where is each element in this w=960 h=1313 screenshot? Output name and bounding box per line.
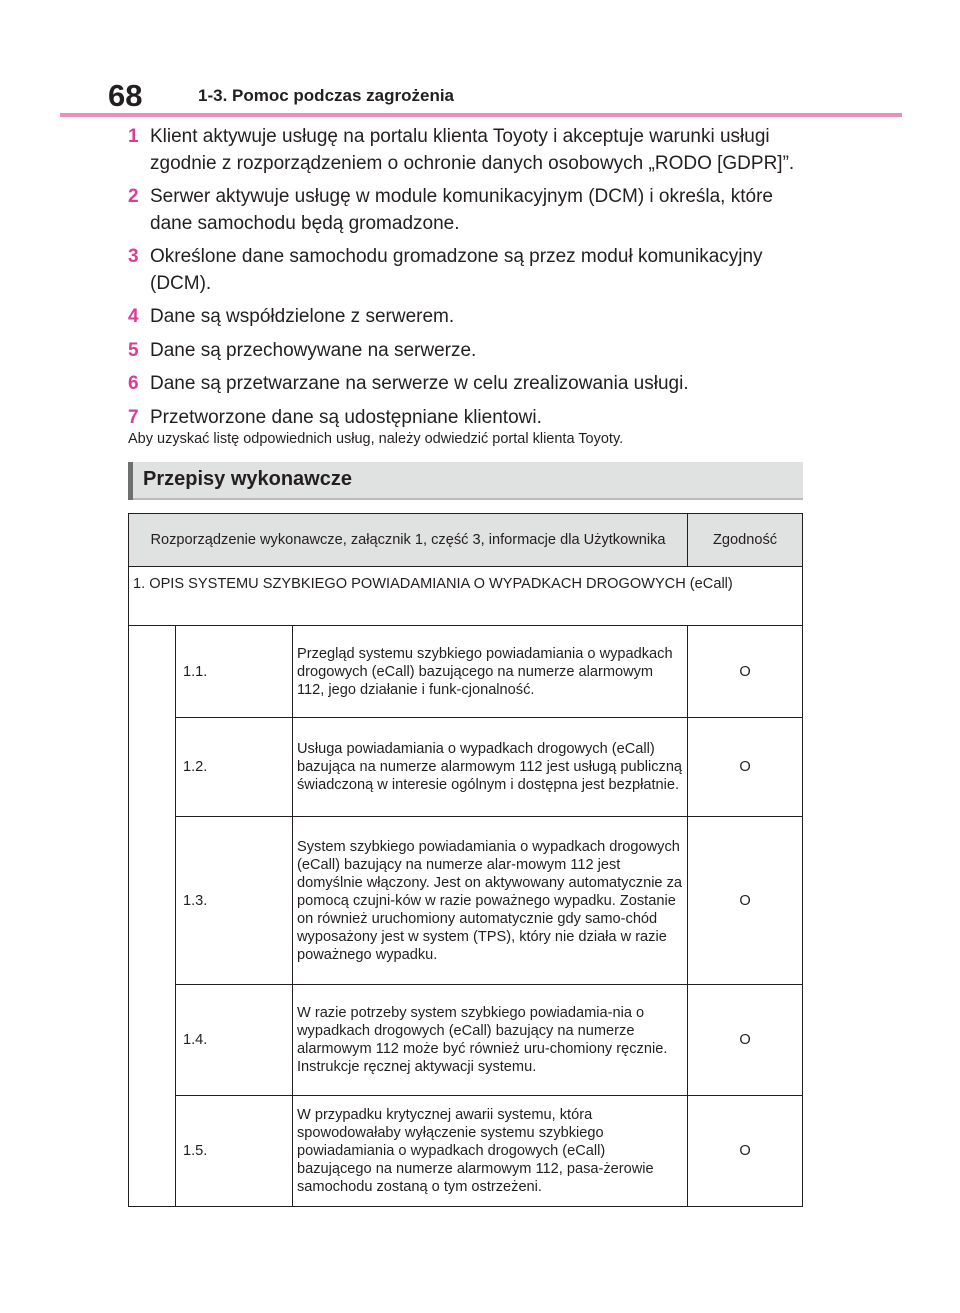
step-text: Dane są współdzielone z serwerem. [150, 306, 455, 327]
note-text: Aby uzyskać listę odpowiednich usług, należy odwiedzić portal klienta Toyoty. [128, 431, 624, 447]
list-item [128, 124, 818, 177]
table-row [129, 626, 803, 718]
list-item [128, 405, 818, 432]
step-number: 3 [128, 246, 139, 267]
section-heading-bar [128, 462, 803, 500]
table-header-left: Rozporządzenie wykonawcze, załącznik 1, część 3, informacje dla Użytkownika [129, 514, 688, 567]
row-number: 1.4. [176, 985, 293, 1096]
list-item [128, 338, 818, 365]
row-compliance: O [688, 626, 803, 718]
step-text: Przetworzone dane są udostępniane klientowi. [150, 406, 542, 428]
table-row [129, 985, 803, 1096]
table-header-row [129, 514, 803, 567]
step-number: 1 [128, 126, 139, 147]
step-text: Klient aktywuje usługę na portalu klienta Toyoty i akceptuje warunki usługi zgodnie z rozporządzeniem o ochronie danych osobowych „RODO [GDPR]”. [150, 126, 795, 174]
row-text: W przypadku krytycznej awarii systemu, która spowodowałaby wyłączenie systemu szybkiego powiadamiania o wypadkach drogowych (eCall) bazującego na numerze alarmowym 112, pasa-żerowie samochodu zostaną o tym ostrzeżeni. [293, 1096, 688, 1207]
chapter-title: 1-3. Pomoc podczas zagrożenia [198, 86, 455, 105]
step-text: Określone dane samochodu gromadzone są przez moduł komunikacyjny (DCM). [150, 246, 763, 294]
step-number: 2 [128, 186, 139, 207]
table-section-cell: 1. OPIS SYSTEMU SZYBKIEGO POWIADAMIANIA O WYPADKACH DROGOWYCH (eCall) [129, 567, 803, 626]
regulation-table [128, 513, 803, 1207]
row-compliance: O [688, 985, 803, 1096]
row-number: 1.1. [176, 626, 293, 718]
list-item [128, 244, 818, 297]
row-text: Usługa powiadamiania o wypadkach drogowych (eCall) bazująca na numerze alarmowym 112 jest usługą publiczną świadczoną w interesie ogólnym i dostępna jest bezpłatnie. [293, 718, 688, 817]
step-number: 5 [128, 339, 139, 361]
table-blank-cell [129, 626, 176, 1207]
table-row [129, 817, 803, 985]
row-number: 1.2. [176, 718, 293, 817]
row-text: Przegląd systemu szybkiego powiadamiania o wypadkach drogowych (eCall) bazującego na numerze alarmowym 112, jego działanie i funk-cjonalność. [293, 626, 688, 718]
section-title: Przepisy wykonawcze [143, 468, 352, 490]
table-header-right: Zgodność [688, 514, 803, 567]
row-number: 1.5. [176, 1096, 293, 1207]
row-text: System szybkiego powiadamiania o wypadkach drogowych (eCall) bazujący na numerze alar-mowym 112 jest domyślnie włączony. Jest on aktywowany automatycznie za pomocą czujni-ków w razie poważnego wypadku. Zostanie on również uruchomiony automatycznie gdy samo-chód wyposażony jest w system (TPS), który nie działa w razie poważnego wypadku. [293, 817, 688, 985]
list-item [128, 304, 818, 331]
row-compliance: O [688, 817, 803, 985]
table-row [129, 718, 803, 817]
header-rule [60, 113, 902, 117]
section-accent [128, 462, 133, 500]
step-number: 6 [128, 373, 139, 394]
step-text: Dane są przetwarzane na serwerze w celu zrealizowania usługi. [150, 373, 689, 394]
step-number: 7 [128, 406, 139, 428]
steps-list [128, 124, 818, 438]
row-compliance: O [688, 1096, 803, 1207]
step-text: Dane są przechowywane na serwerze. [150, 339, 477, 361]
table-section-row [129, 567, 803, 626]
page-number: 68 [108, 78, 143, 113]
step-number: 4 [128, 306, 139, 327]
row-compliance: O [688, 718, 803, 817]
step-text: Serwer aktywuje usługę w module komunikacyjnym (DCM) i określa, które dane samochodu będą gromadzone. [150, 186, 773, 234]
table-row [129, 1096, 803, 1207]
row-number: 1.3. [176, 817, 293, 985]
list-item [128, 371, 818, 398]
list-item [128, 184, 818, 237]
row-text: W razie potrzeby system szybkiego powiadamia-nia o wypadkach drogowych (eCall) bazujący na numerze alarmowym 112 może być również uru-chomiony ręcznie. Instrukcje ręcznej aktywacji systemu. [293, 985, 688, 1096]
